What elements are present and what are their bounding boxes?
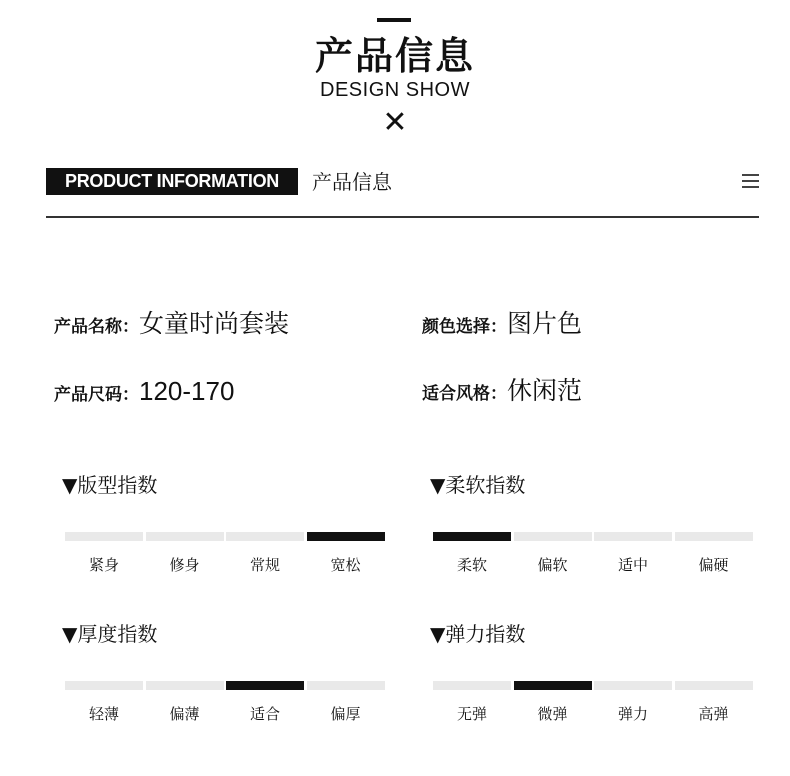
fit-index-title: ▼版型指数 [62,473,158,497]
size-label: 产品尺码： [54,385,139,405]
index-segment [594,532,672,541]
product-information-badge: PRODUCT INFORMATION [46,168,298,195]
thickness-index-title: ▼厚度指数 [62,622,158,646]
title-top-dash [377,18,411,22]
index-option-label: 弹力 [617,705,648,723]
product-name-label: 产品名称： [54,317,139,337]
elasticity-index [430,621,760,731]
index-option-label: 微弹 [537,705,568,723]
index-segment [65,681,143,690]
size-value: 120-170 [139,376,235,406]
cross-icon: ✕ [382,105,408,140]
index-segment [146,532,224,541]
index-option-label: 适中 [617,556,648,574]
index-segment [514,532,592,541]
index-option-label: 偏厚 [330,705,361,723]
thickness-index [62,621,392,731]
index-segment-selected [433,532,511,541]
section-divider [46,216,759,218]
index-segment [675,681,753,690]
index-option-label: 柔软 [456,556,487,574]
index-segment-selected [226,681,304,690]
softness-index [430,472,760,582]
index-option-label: 偏薄 [169,705,200,723]
fit-index [62,472,392,582]
index-segment [433,681,511,690]
index-option-label: 偏软 [537,556,568,574]
index-option-label: 修身 [169,556,200,574]
product-name-value: 女童时尚套装 [139,309,290,338]
size-row [54,376,234,410]
style-row [422,376,582,409]
index-option-label: 宽松 [330,556,361,574]
style-label: 适合风格： [422,384,507,404]
index-option-label: 常规 [249,556,280,574]
index-segment-selected [514,681,592,690]
page-title: 产品信息 [314,34,475,78]
index-option-label: 高弹 [698,705,729,723]
color-label: 颜色选择： [422,317,507,337]
page-subtitle: DESIGN SHOW [320,79,470,101]
index-segment [594,681,672,690]
index-segment [146,681,224,690]
index-segment [307,681,385,690]
color-value: 图片色 [507,309,583,338]
index-option-label: 紧身 [88,556,119,574]
elasticity-index-title: ▼弹力指数 [430,622,526,646]
section-label: 产品信息 [312,170,392,194]
index-option-label: 偏硬 [698,556,729,574]
index-option-label: 适合 [249,705,280,723]
index-option-label: 无弹 [456,705,487,723]
index-option-label: 轻薄 [88,705,119,723]
index-segment [675,532,753,541]
style-value: 休闲范 [507,376,583,405]
index-segment-selected [307,532,385,541]
index-segment [65,532,143,541]
hamburger-menu-icon [742,174,759,188]
index-segment [226,532,304,541]
softness-index-title: ▼柔软指数 [430,473,526,497]
product-name-row [54,309,289,342]
color-row [422,309,582,342]
